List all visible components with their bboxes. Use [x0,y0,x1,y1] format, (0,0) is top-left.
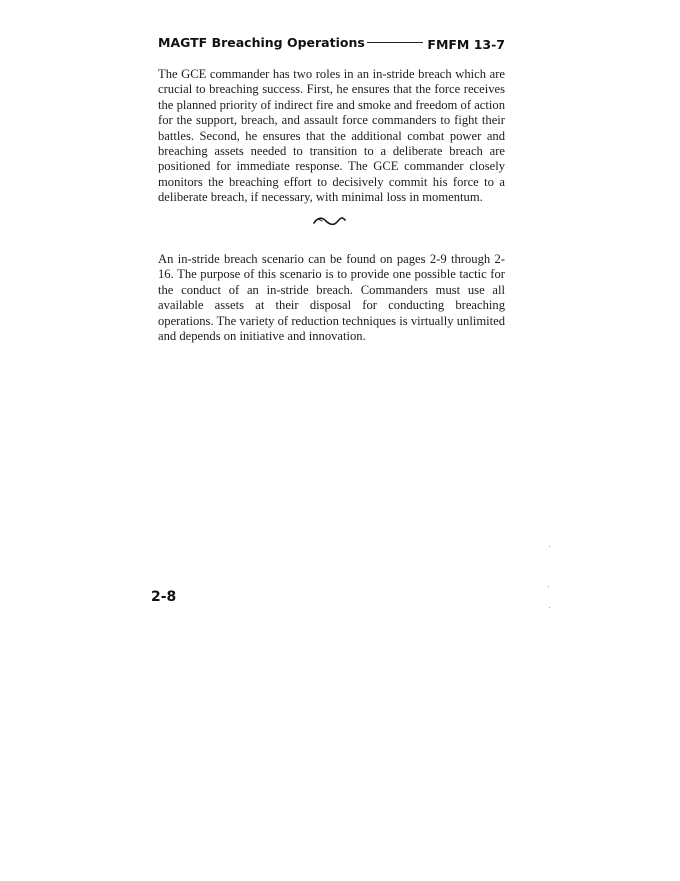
header-document-id: FMFM 13-7 [427,36,505,52]
paragraph-scenario-reference: An in-stride breach scenario can be found on pages 2-9 through 2-16. The purpose of this scenario is to provide one possible tactic for the conduct of an in-stride breach. Commanders must use all available assets at their disposal for conducting breaching operations. The variety of reduction techniques is virtually unlimited and depends on initiative and innovation. [158,252,505,344]
squiggle-divider-icon [312,214,346,230]
header-rule [367,42,424,43]
scan-speck [549,546,550,547]
running-header [158,32,505,52]
scan-speck [549,607,550,608]
page-number: 2-8 [151,589,177,605]
scan-speck [548,586,549,587]
header-title: MAGTF Breaching Operations [158,34,365,50]
paragraph-gce-commander-roles: The GCE commander has two roles in an in-stride breach which are crucial to breaching success. First, he ensures that the force receives the planned priority of indirect fire and smoke and freedom of action for the support, breach, and assault force commanders to fight their battles. Second, he ensures that the additional combat power and breaching assets needed to transition to a deliberate breach are positioned for immediate response. The GCE commander closely monitors the breaching effort to decisively commit his force to a deliberate breach, if necessary, with minimal loss in momentum. [158,67,505,205]
